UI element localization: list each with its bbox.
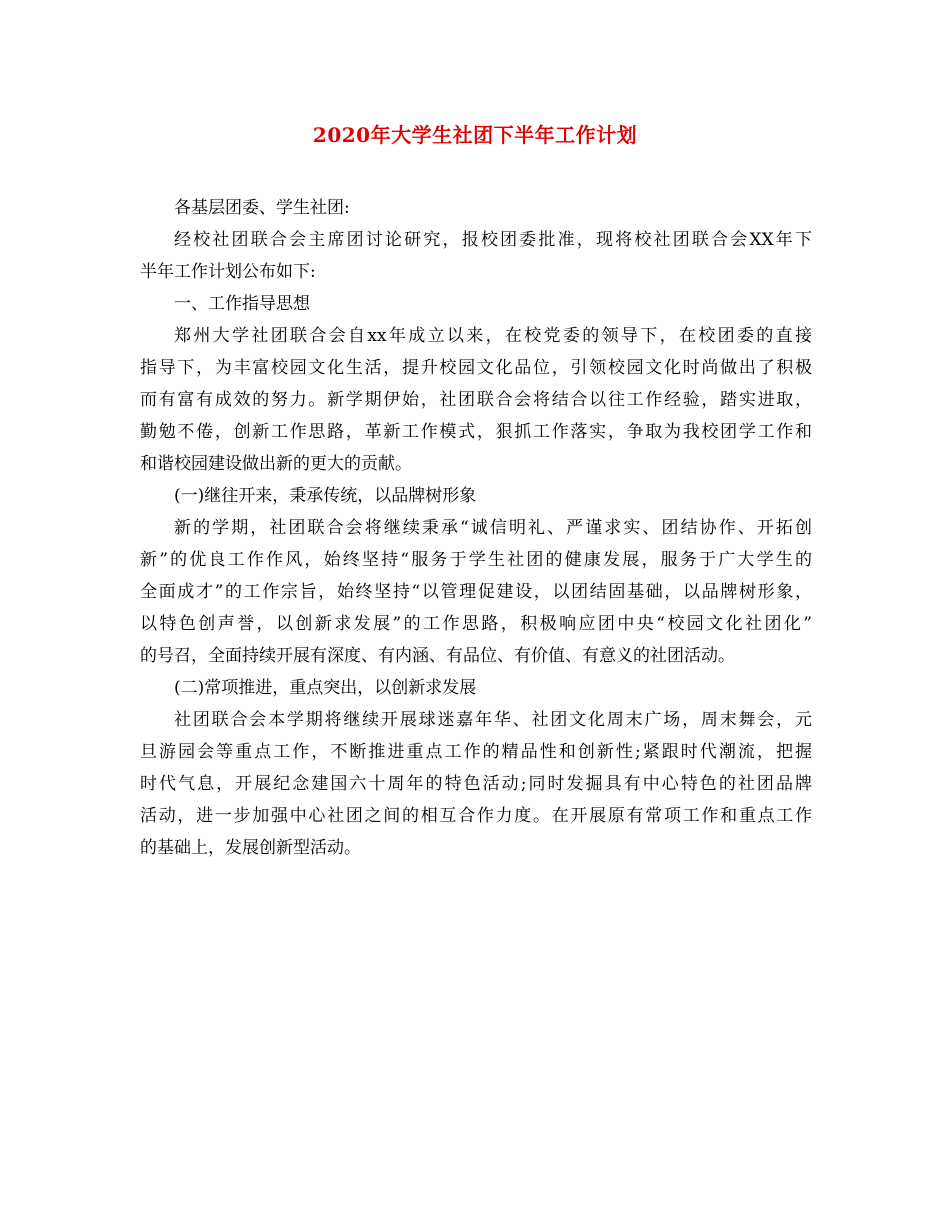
document-title: 2020年大学生社团下半年工作计划 [312, 123, 638, 147]
paragraph-line: 经校社团联合会主席团讨论研究，报校团委批准，现将校社团联合会XX年下 [174, 230, 812, 250]
paragraph-line: 以特色创声誉，以创新求发展”的工作思路，积极响应团中央“校园文化社团化” [140, 614, 812, 634]
paragraph-line: 全面成才”的工作宗旨，始终坚持“以管理促建设，以团结固基础，以品牌树形象， [140, 582, 812, 602]
paragraph-line: 新的学期，社团联合会将继续秉承“诚信明礼、严谨求实、团结协作、开拓创 [174, 518, 812, 538]
salutation-line: 各基层团委、学生社团: [174, 198, 350, 218]
subsection-heading: (二)常项推进，重点突出，以创新求发展 [174, 678, 477, 698]
paragraph-line: 而有富有成效的努力。新学期伊始，社团联合会将结合以往工作经验，踏实进取， [140, 390, 812, 410]
paragraph-line: 半年工作计划公布如下: [140, 262, 316, 282]
paragraph-line: 旦游园会等重点工作，不断推进重点工作的精品性和创新性;紧跟时代潮流，把握 [140, 742, 812, 762]
paragraph-line: 社团联合会本学期将继续开展球迷嘉年华、社团文化周末广场，周末舞会，元 [174, 710, 812, 730]
paragraph-line: 时代气息，开展纪念建国六十周年的特色活动;同时发掘具有中心特色的社团品牌 [140, 774, 812, 794]
paragraph-line: 勤勉不倦，创新工作思路，革新工作模式，狠抓工作落实，争取为我校团学工作和 [140, 422, 812, 442]
paragraph-line: 活动，进一步加强中心社团之间的相互合作力度。在开展原有常项工作和重点工作 [140, 806, 812, 826]
section-heading: 一、工作指导思想 [174, 294, 310, 314]
paragraph-line: 郑州大学社团联合会自xx年成立以来，在校党委的领导下，在校团委的直接 [174, 326, 812, 346]
paragraph-line: 指导下，为丰富校园文化生活，提升校园文化品位，引领校园文化时尚做出了积极 [140, 358, 812, 378]
paragraph-line: 新”的优良工作作风，始终坚持“服务于学生社团的健康发展，服务于广大学生的 [140, 550, 812, 570]
paragraph-line: 的基础上，发展创新型活动。 [140, 838, 361, 858]
subsection-heading: (一)继往开来，秉承传统，以品牌树形象 [174, 486, 477, 506]
paragraph-line: 的号召，全面持续开展有深度、有内涵、有品位、有价值、有意义的社团活动。 [140, 646, 735, 666]
document-body [140, 192, 812, 864]
paragraph-line: 和谐校园建设做出新的更大的贡献。 [140, 454, 412, 474]
